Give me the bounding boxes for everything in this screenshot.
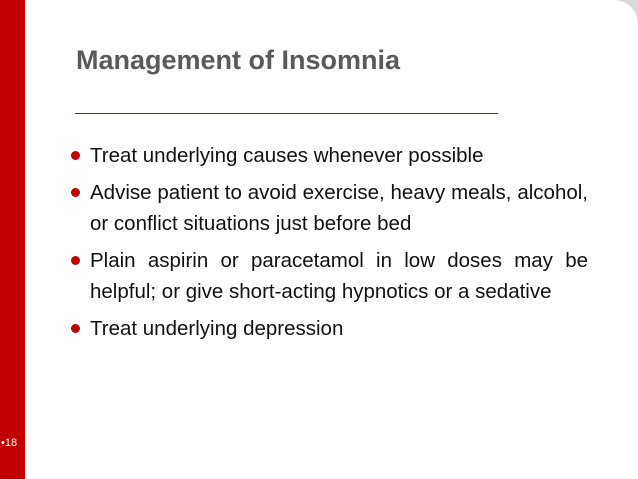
bullet-dot-icon (71, 324, 80, 333)
list-item (70, 177, 588, 239)
bullet-text: Plain aspirin or paracetamol in low doses may be helpful; or give short-acting hypnotics or a sedative (90, 249, 588, 303)
list-item (70, 140, 588, 171)
bullet-dot-icon (71, 188, 80, 197)
bullet-list (70, 140, 588, 350)
list-item (70, 245, 588, 307)
bullet-dot-icon (71, 151, 80, 160)
slide-number: •18 (1, 437, 18, 449)
list-item (70, 313, 588, 344)
rounded-corner (614, 0, 638, 479)
bullet-text: Treat underlying causes whenever possible (90, 144, 484, 167)
red-side-bar (0, 0, 25, 479)
bullet-text: Advise patient to avoid exercise, heavy meals, alcohol, or conflict situations just before bed (90, 181, 588, 235)
page-title: Management of Insomnia (76, 45, 401, 75)
title-divider (75, 113, 498, 114)
bullet-dot-icon (71, 256, 80, 265)
bullet-text: Treat underlying depression (90, 317, 344, 340)
